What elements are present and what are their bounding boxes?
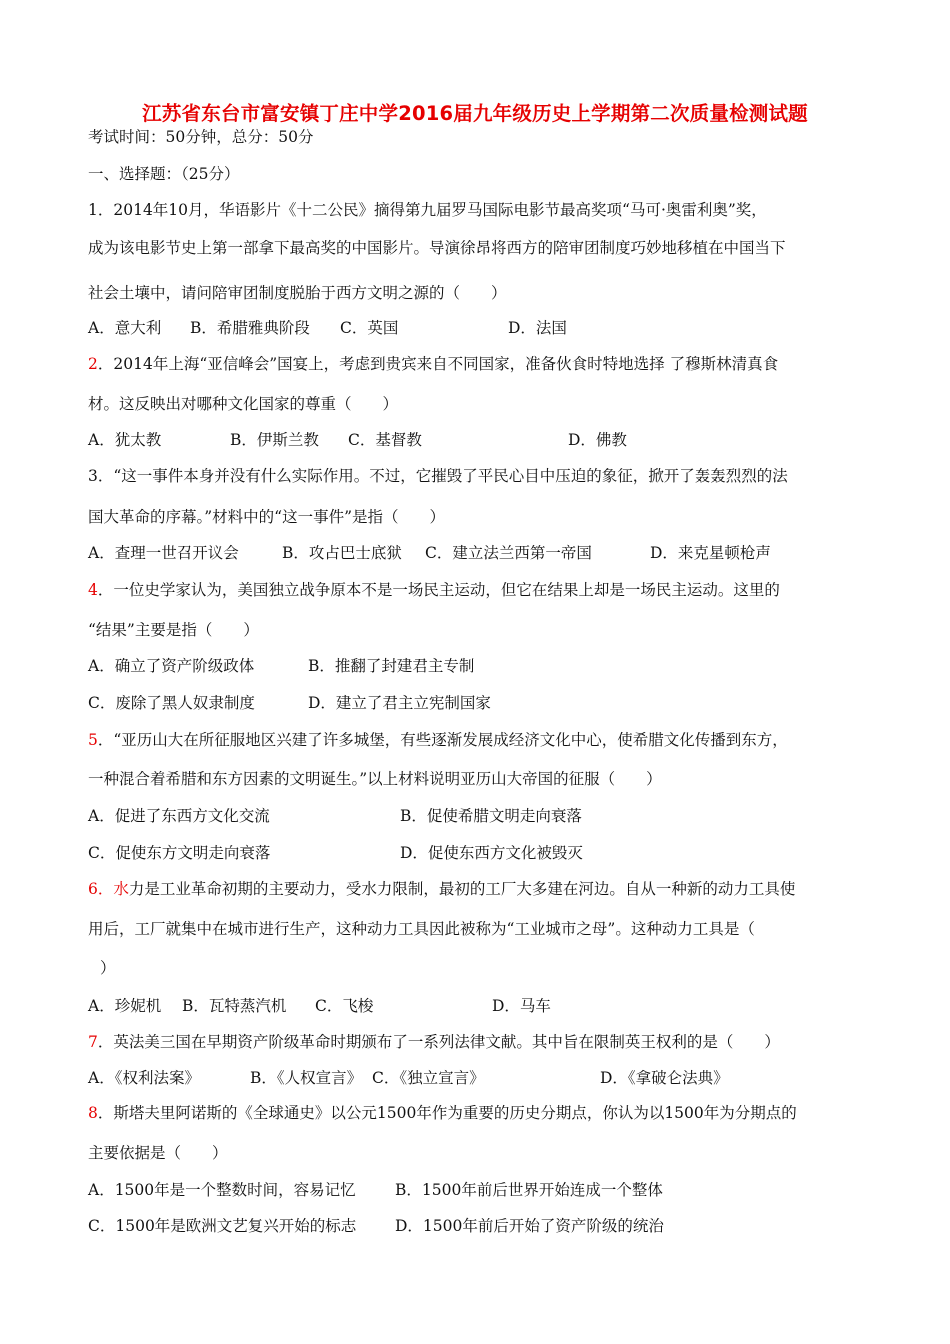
question-6-line-3: ） [100, 959, 116, 977]
question-4-option-a: A．确立了资产阶级政体 [88, 657, 255, 675]
question-3-option-d: D．来克星顿枪声 [650, 544, 771, 562]
question-5-line-2: 一种混合着希腊和东方因素的文明诞生。”以上材料说明亚历山大帝国的征服（ ） [88, 770, 662, 788]
question-6-number: 6．水 [88, 880, 129, 898]
question-7-option-d: D．《拿破仑法典》 [600, 1069, 729, 1087]
question-6-option-d: D．马车 [492, 997, 551, 1015]
question-6-line-2: 用后，工厂就集中在城市进行生产，这种动力工具因此被称为“工业城市之母”。这种动力工具是（ [88, 920, 755, 938]
question-2-number: 2 [88, 355, 98, 373]
question-4-option-d: D．建立了君主立宪制国家 [308, 694, 491, 712]
question-4-option-c: C．废除了黑人奴隶制度 [88, 694, 255, 712]
question-7-number: 7 [88, 1033, 98, 1051]
question-2-option-b: B．伊斯兰教 [230, 431, 319, 449]
question-7-option-b: B．《人权宣言》 [250, 1069, 363, 1087]
question-1-line-1: 1．2014年10月，华语影片《十二公民》摘得第九届罗马国际电影节最高奖项“马可·奥雷利奥”奖， [88, 201, 767, 219]
question-7-option-a: A．《权利法案》 [88, 1069, 200, 1087]
question-2-option-c: C．基督教 [348, 431, 422, 449]
question-3-option-a: A．查理一世召开议会 [88, 544, 239, 562]
question-8-option-a: A．1500年是一个整数时间，容易记忆 [88, 1181, 356, 1199]
question-2-option-a: A．犹太教 [88, 431, 162, 449]
question-8-option-c: C．1500年是欧洲文艺复兴开始的标志 [88, 1217, 357, 1235]
question-1-line-2: 成为该电影节史上第一部拿下最高奖的中国影片。导演徐昂将西方的陪审团制度巧妙地移植在中国当下 [88, 239, 786, 257]
question-2-line-1 [88, 354, 778, 374]
question-1-option-d: D．法国 [508, 319, 567, 337]
question-1-line-3: 社会土壤中，请问陪审团制度脱胎于西方文明之源的（ ） [88, 284, 507, 302]
question-8-option-d: D．1500年前后开始了资产阶级的统治 [395, 1217, 664, 1235]
question-2-text: ．2014年上海“亚信峰会”国宴上，考虑到贵宾来自不同国家，准备伙食时特地选择 了穆斯林清真食 [97, 355, 779, 373]
question-2-option-d: D．佛教 [568, 431, 627, 449]
question-4-text: ．一位史学家认为，美国独立战争原本不是一场民主运动，但它在结果上却是一场民主运动。这里的 [97, 581, 780, 599]
question-7-line-1 [88, 1032, 780, 1052]
question-3-line-1: 3．“这一事件本身并没有什么实际作用。不过，它摧毁了平民心目中压迫的象征，掀开了轰轰烈烈的法 [88, 467, 788, 485]
question-4-number: 4 [88, 581, 98, 599]
question-5-text: ．“亚历山大在所征服地区兴建了许多城堡，有些逐渐发展成经济文化中心，使希腊文化传播到东方， [97, 731, 788, 749]
question-5-option-b: B．促使希腊文明走向衰落 [400, 807, 582, 825]
question-4-option-b: B．推翻了封建君主专制 [308, 657, 475, 675]
question-7-option-c: C．《独立宣言》 [372, 1069, 485, 1087]
question-8-line-1 [88, 1103, 797, 1123]
question-4-line-2: “结果”主要是指（ ） [88, 621, 259, 639]
question-1-option-b: B．希腊雅典阶段 [190, 319, 310, 337]
question-2-line-2: 材。这反映出对哪种文化国家的尊重（ ） [88, 395, 399, 413]
document-title: 江苏省东台市富安镇丁庄中学2016届九年级历史上学期第二次质量检测试题 [142, 102, 808, 125]
question-6-option-a: A．珍妮机 [88, 997, 162, 1015]
question-3-option-b: B．攻占巴士底狱 [282, 544, 402, 562]
question-1-option-c: C．英国 [340, 319, 399, 337]
question-8-line-2: 主要依据是（ ） [88, 1144, 228, 1162]
question-5-line-1 [88, 730, 788, 750]
question-3-line-2: 国大革命的序幕。”材料中的“这一事件”是指（ ） [88, 508, 446, 526]
question-5-number: 5 [88, 731, 98, 749]
question-3-option-c: C．建立法兰西第一帝国 [425, 544, 592, 562]
question-7-text: ．英法美三国在早期资产阶级革命时期颁布了一系列法律文献。其中旨在限制英王权利的是（ ） [97, 1033, 780, 1051]
question-6-text: 力是工业革命初期的主要动力，受水力限制，最初的工厂大多建在河边。自从一种新的动力工具使 [128, 880, 796, 898]
question-5-option-d: D．促使东西方文化被毁灭 [400, 844, 583, 862]
question-6-option-c: C．飞梭 [315, 997, 374, 1015]
exam-info: 考试时间：50分钟，总分：50分 [88, 128, 314, 146]
question-6-option-b: B．瓦特蒸汽机 [182, 997, 287, 1015]
question-8-text: ．斯塔夫里阿诺斯的《全球通史》以公元1500年作为重要的历史分期点，你认为以1500年为分期点的 [97, 1104, 797, 1122]
question-6-line-1 [88, 879, 795, 899]
question-5-option-a: A．促进了东西方文化交流 [88, 807, 270, 825]
question-5-option-c: C．促使东方文明走向衰落 [88, 844, 271, 862]
section-heading: 一、选择题：（25分） [88, 165, 240, 183]
question-8-number: 8 [88, 1104, 98, 1122]
question-4-line-1 [88, 580, 780, 600]
question-8-option-b: B．1500年前后世界开始连成一个整体 [395, 1181, 663, 1199]
question-1-option-a: A．意大利 [88, 319, 162, 337]
